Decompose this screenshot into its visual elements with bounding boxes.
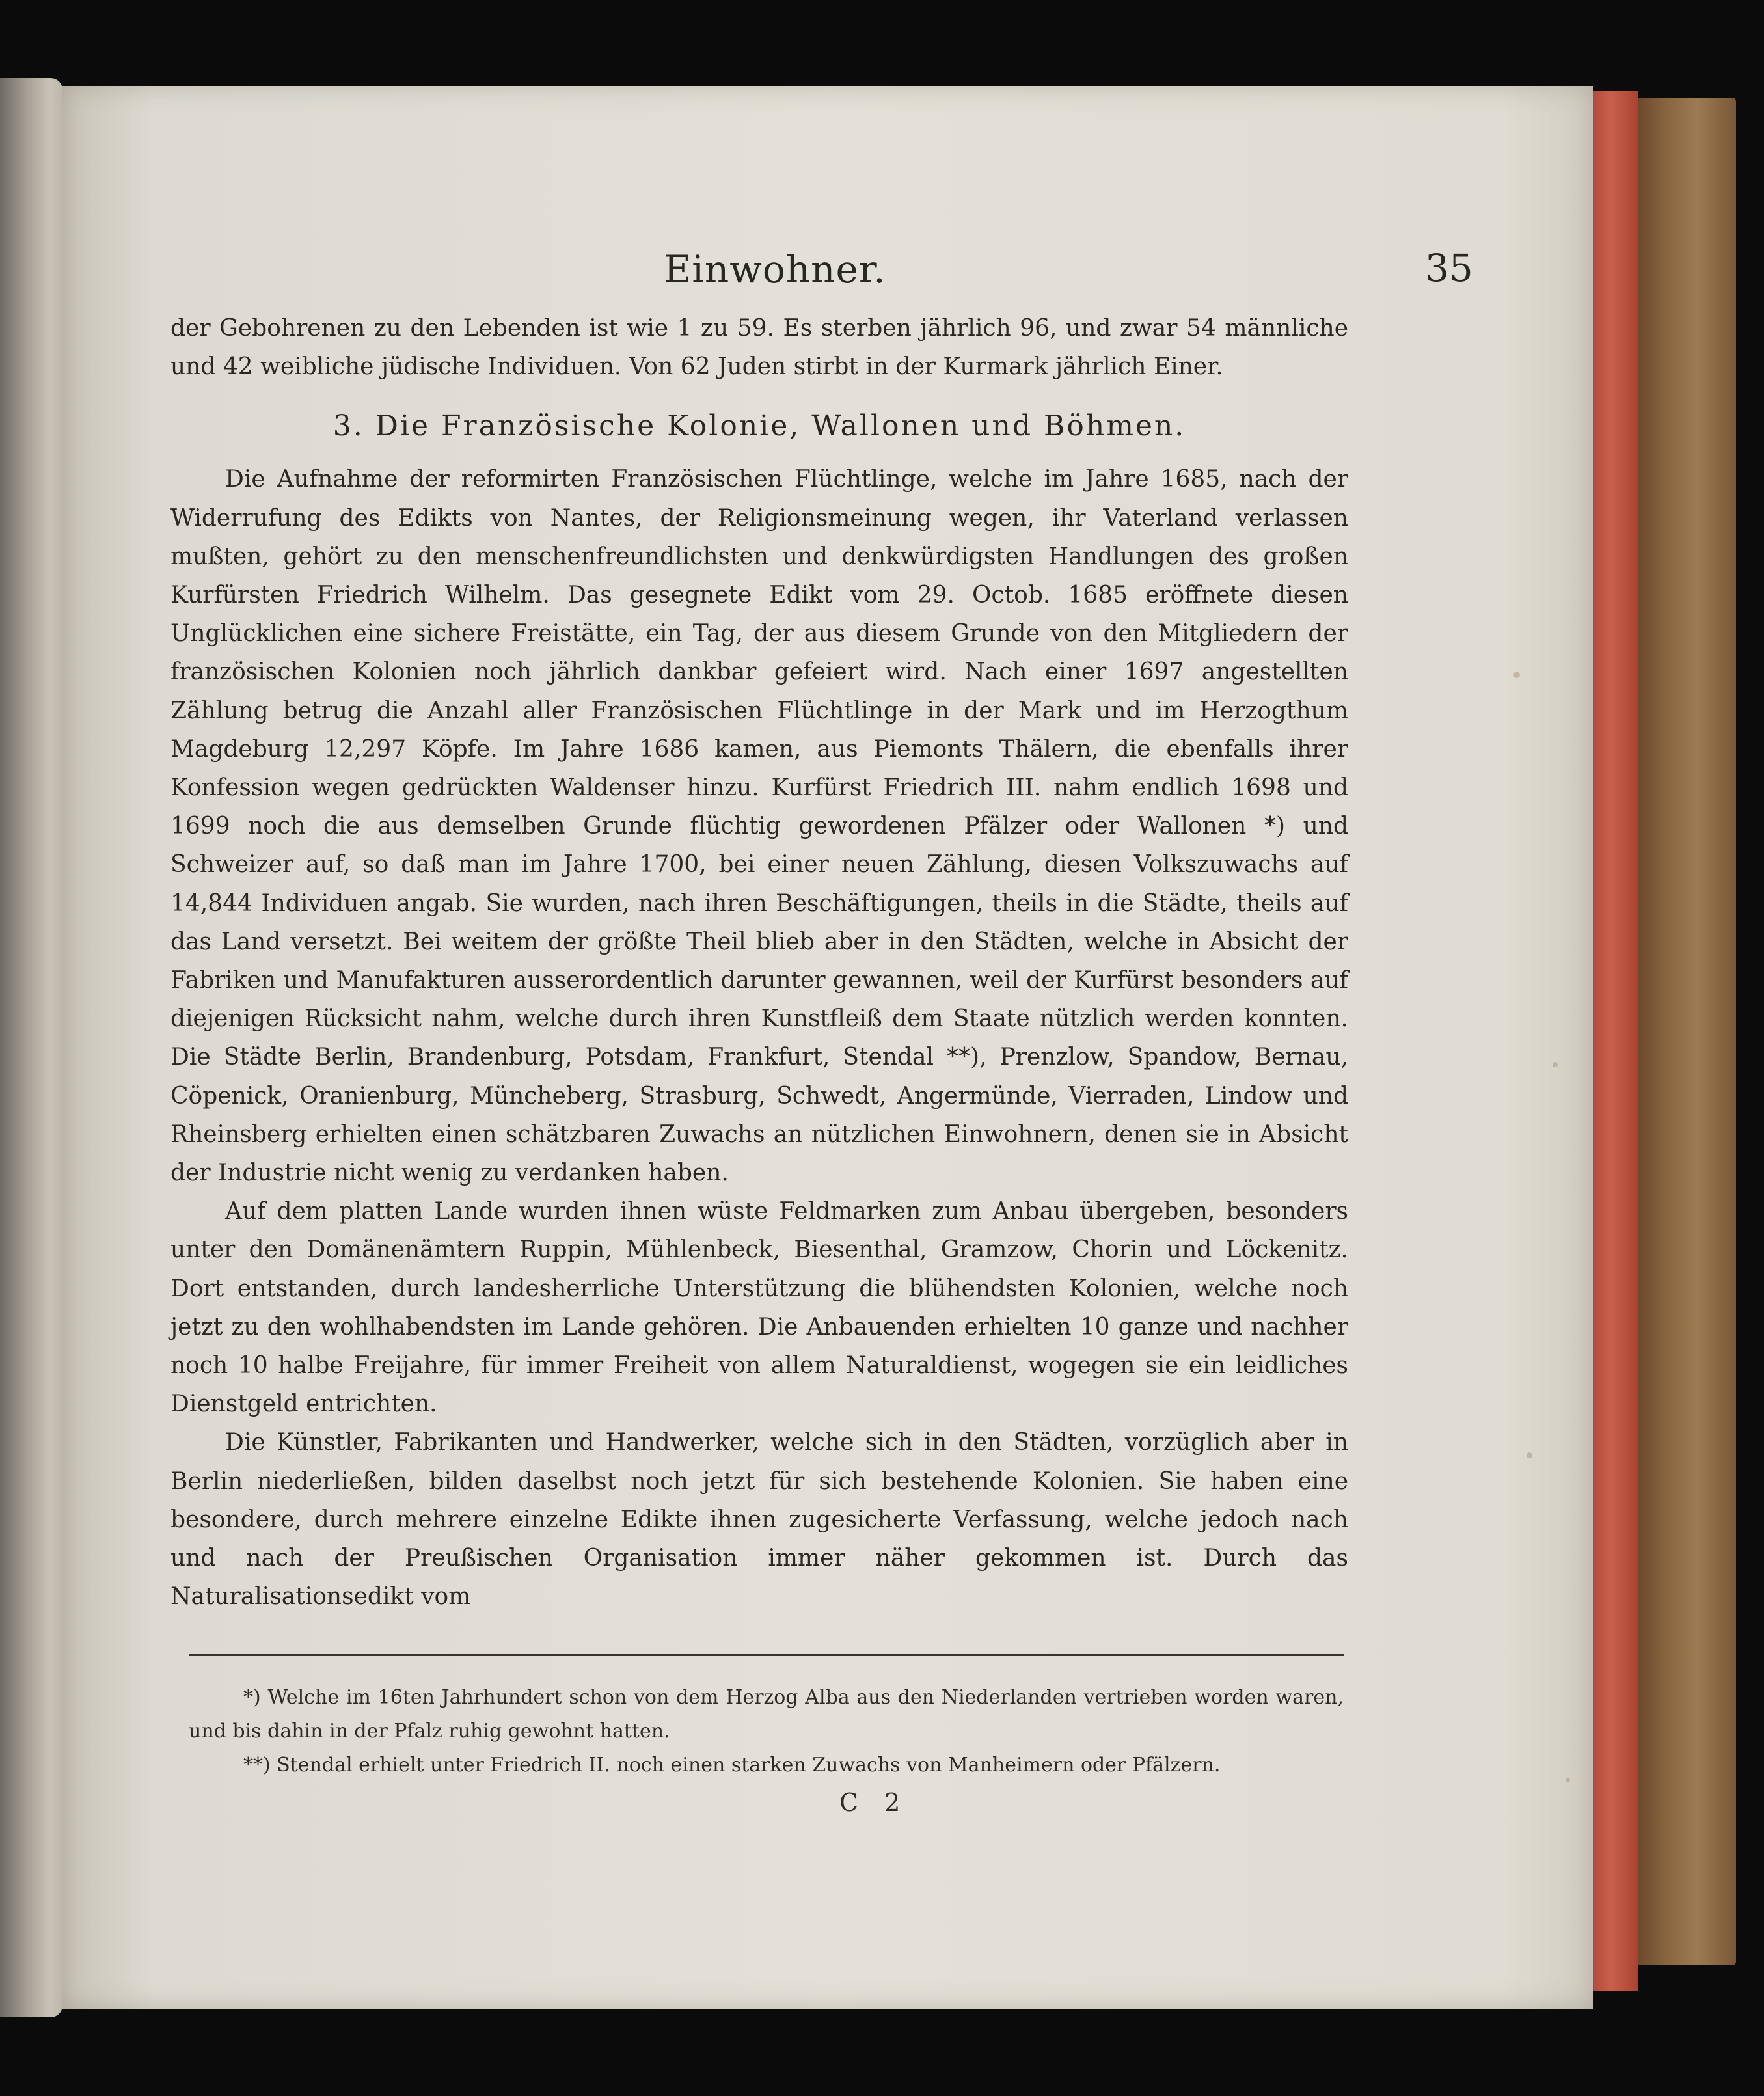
footnotes [189, 1681, 1344, 1782]
footnote: **) Stendal erhielt unter Friedrich II. noch einen starken Zuwachs von Manheimern oder Pfälzern. [243, 1754, 1221, 1776]
paragraph: Auf dem platten Lande wurden ihnen wüste Feldmarken zum Anbau übergeben, besonders unter den Domänenämtern Ruppin, Mühlenbeck, Biesenthal, Gramzow, Chorin und Löckenitz. Dort entstanden, durch landesherrliche Unterstützung die blühendsten Kolonien, welche noch jetzt zu den wohlhabendsten im Lande gehören. Die Anbauenden erhielten 10 ganze und nachher noch 10 halbe Freijahre, für immer Freiheit von allem Naturaldienst, wogegen sie ein leidliches Dienstgeld entrichten. [170, 1198, 1348, 1418]
page-title: Einwohner. [664, 247, 886, 292]
paragraph: Die Künstler, Fabrikanten und Handwerker, welche sich in den Städten, vorzüglich aber in Berlin niederließen, bilden daselbst noch jetzt für sich bestehende Kolonien. Sie haben eine besondere, durch mehrere einzelne Edikte ihnen zugesicherte Verfassung, welche jedoch nach und nach der Preußischen Organisation immer näher gekommen ist. Durch das Naturalisationsedikt vom [170, 1429, 1348, 1611]
foxing-spot [1566, 1778, 1570, 1782]
foxing-spot [1553, 1062, 1558, 1067]
intro-paragraph: der Gebohrenen zu den Lebenden ist wie 1 zu 59. Es sterben jährlich 96, und zwar 54 männliche und 42 weibliche jüdische Individuen. Von 62 Juden stirbt in der Kurmark jährlich Einer. [170, 315, 1348, 381]
signature-mark: C 2 [839, 1788, 910, 1817]
foxing-spot [1513, 672, 1520, 678]
foxing-spot [1527, 1452, 1532, 1458]
book-cover [1638, 98, 1736, 1965]
footnote-divider [189, 1654, 1344, 1656]
page-number: 35 [1425, 246, 1473, 290]
paragraph: Die Aufnahme der reformirten Französischen Flüchtlinge, welche im Jahre 1685, nach der Widerrufung des Edikts von Nantes, der Religionsmeinung wegen, ihr Vaterland verlassen mußten, gehört zu den menschenfreundlichsten und denkwürdigsten Handlungen des großen Kurfürsten Friedrich Wilhelm. Das gesegnete Edikt vom 29. Octob. 1685 eröffnete diesen Unglücklichen eine sichere Freistätte, ein Tag, der aus diesem Grunde von den Mitgliedern der französischen Kolonien noch jährlich dankbar gefeiert wird. Nach einer 1697 angestellten Zählung betrug die Anzahl aller Französischen Flüchtlinge in der Mark und im Herzogthum Magdeburg 12,297 Köpfe. Im Jahre 1686 kamen, aus Piemonts Thälern, die ebenfalls ihrer Konfession wegen gedrückten Waldenser hinzu. Kurfürst Friedrich III. nahm endlich 1698 und 1699 noch die aus demselben Grunde flüchtig gewordenen Pfälzer oder Wallonen *) und Schweizer auf, so daß man im Jahre 1700, bei einer neuen Zählung, diesen Volkszuwachs auf 14,844 Individuen angab. Sie wurden, nach ihren Beschäftigungen, theils in die Städte, theils auf das Land versetzt. Bei weitem der größte Theil blieb aber in den Städten, welche in Absicht der Fabriken und Manufakturen ausserordentlich darunter gewannen, weil der Kurfürst besonders auf diejenigen Rücksicht nahm, welche durch ihren Kunstfleiß dem Staate nützlich werden konnten. Die Städte Berlin, Brandenburg, Potsdam, Frankfurt, Stendal **), Prenzlow, Spandow, Bernau, Cöpenick, Oranienburg, Müncheberg, Strasburg, Schwedt, Angermünde, Vierraden, Lindow und Rheinsberg erhielten einen schätzbaren Zuwachs an nützlichen Einwohnern, denen sie in Absicht der Industrie nicht wenig zu verdanken haben. [170, 466, 1348, 1187]
body-text [170, 309, 1348, 1616]
book-page-edge [1593, 91, 1638, 1991]
footnote: *) Welche im 16ten Jahrhundert schon von dem Herzog Alba aus den Niederlanden vertrieben worden waren, und bis dahin in der Pfalz ruhig gewohnt hatten. [189, 1686, 1344, 1743]
section-heading: 3. Die Französische Kolonie, Wallonen und Böhmen. [332, 409, 1186, 443]
left-page-edge [0, 78, 62, 2017]
running-head [130, 163, 1473, 292]
